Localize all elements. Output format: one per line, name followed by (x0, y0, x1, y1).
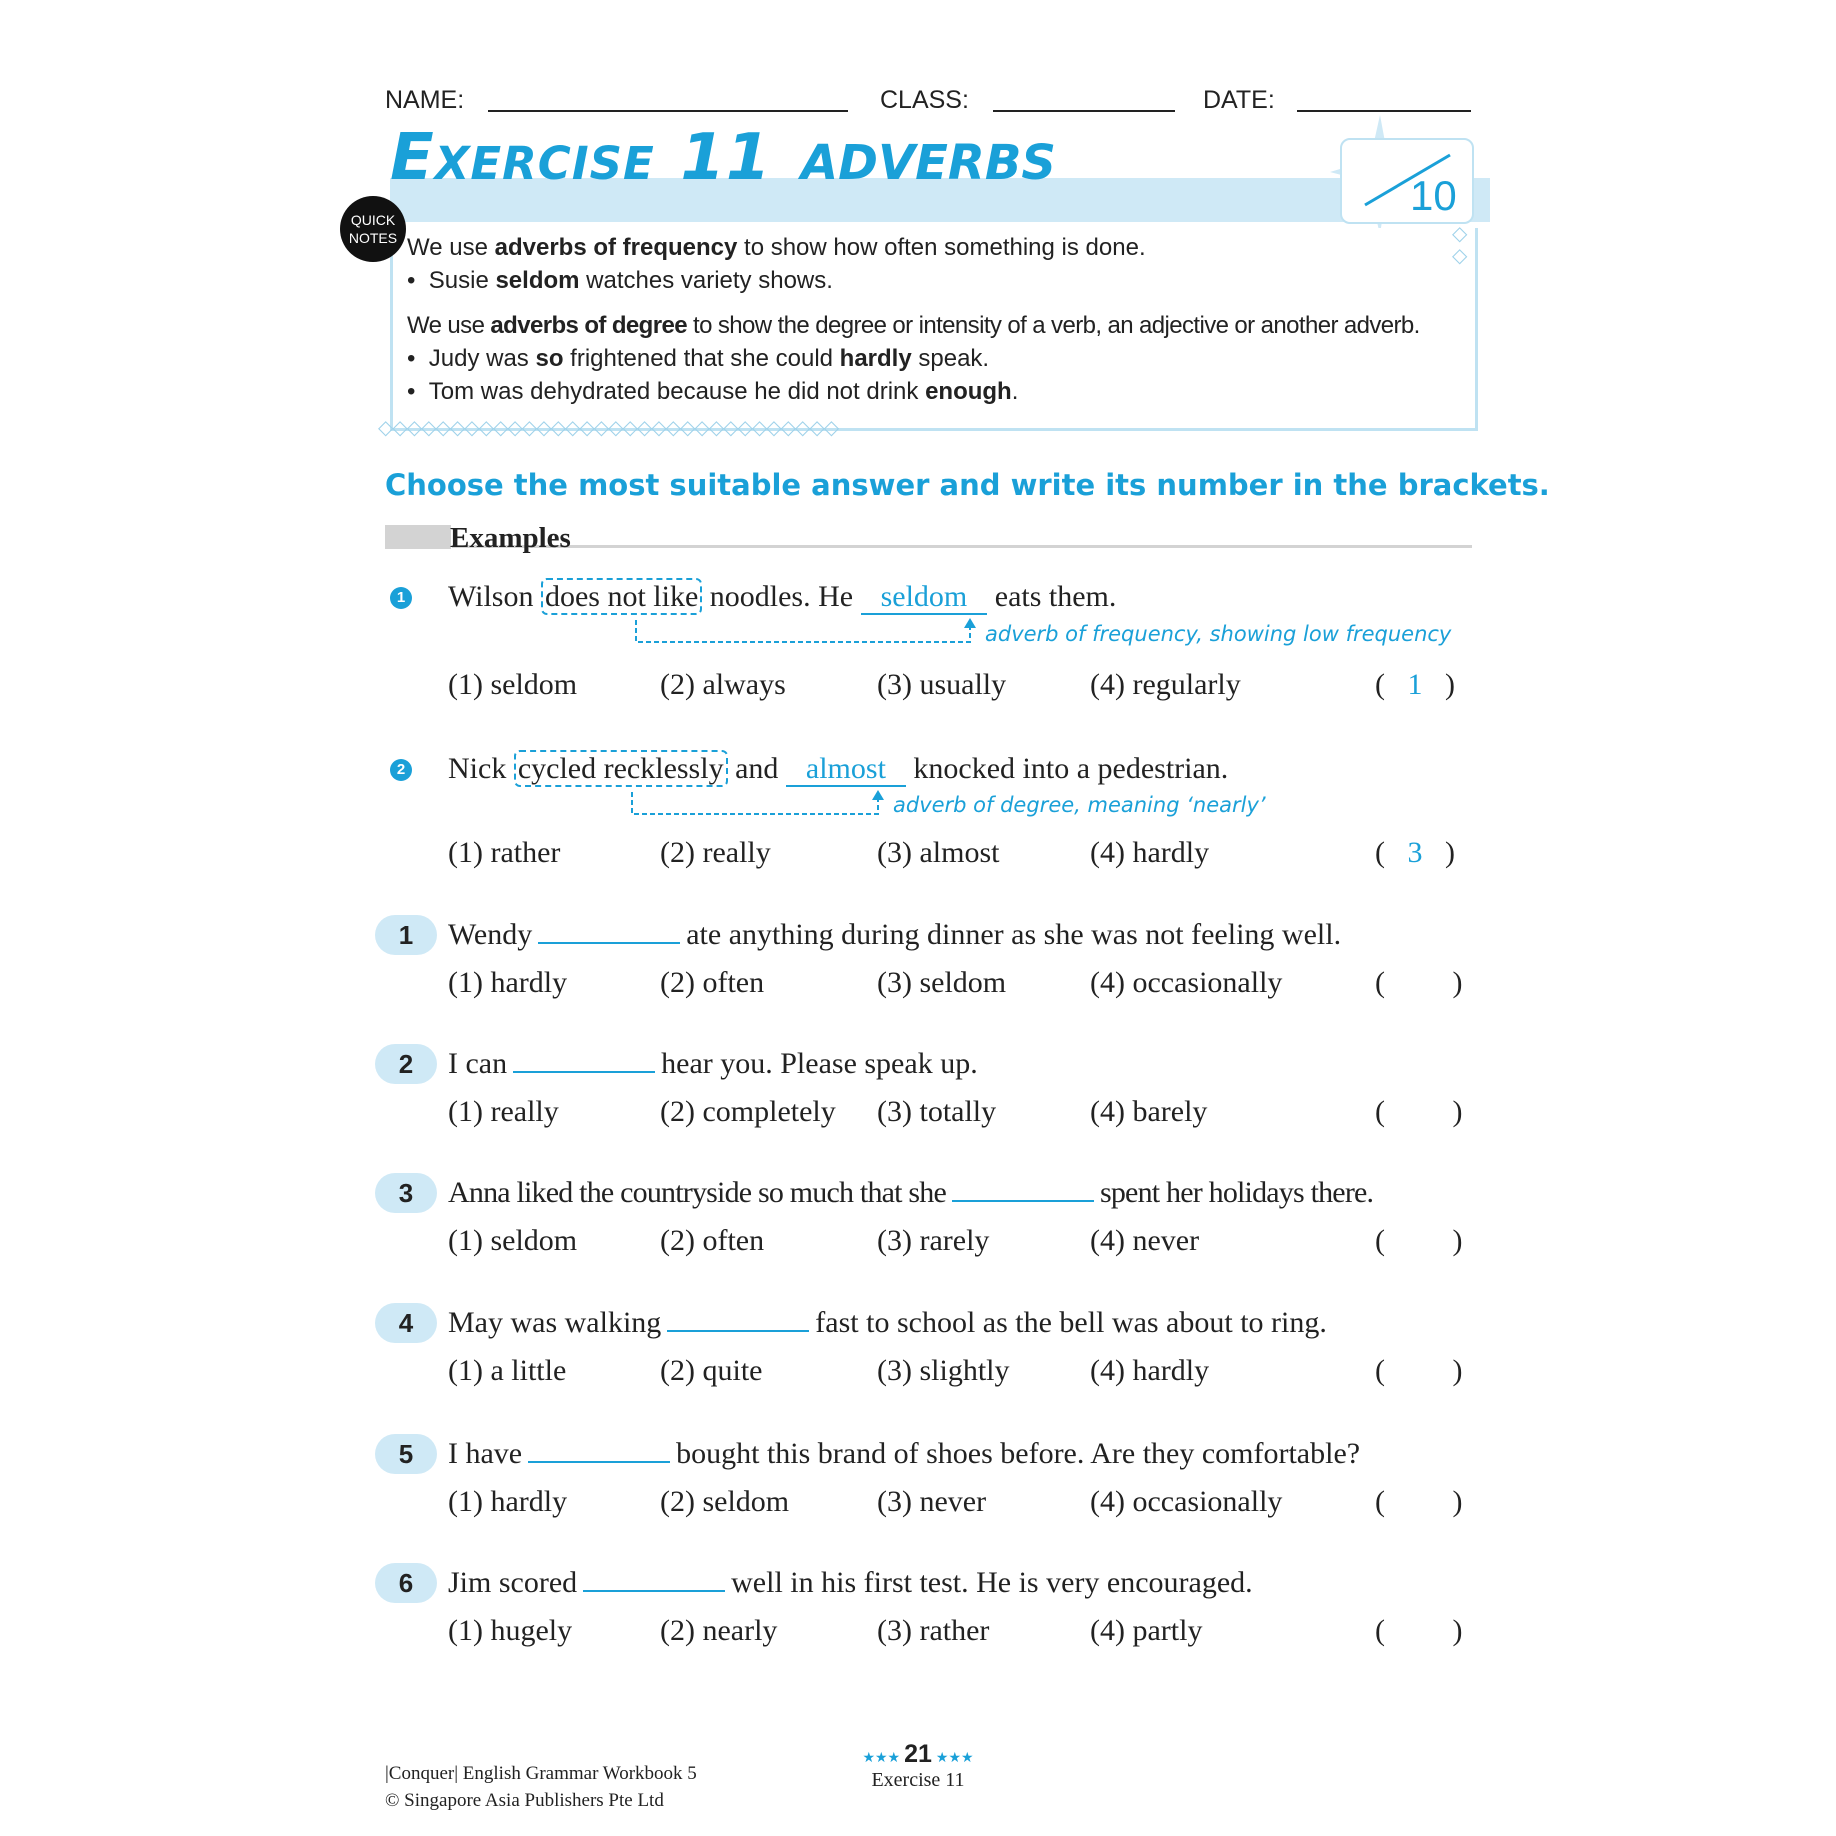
option: (3) slightly (877, 1354, 1010, 1387)
option: (1) rather (448, 836, 561, 869)
book-title: |Conquer| English Grammar Workbook 5 (385, 1763, 697, 1784)
title-topic: ADVERBS (800, 135, 1056, 191)
question-sentence: Jim scored well in his first test. He is very encouraged. (448, 1566, 1253, 1599)
answer-bracket[interactable]: ( ) (1375, 1095, 1463, 1128)
answer-blank[interactable] (952, 1176, 1094, 1202)
answer-bracket[interactable]: ( ) (1375, 966, 1463, 999)
clue-note: adverb of frequency, showing low frequency (985, 622, 1452, 646)
page-number: 21 (904, 1740, 932, 1768)
example-sentence: Nick cycled recklessly and almost knocked into a pedestrian. (448, 752, 1229, 785)
star-icon: ★★★ (935, 1751, 974, 1766)
clue-note: adverb of degree, meaning ‘nearly’ (893, 793, 1266, 817)
option: (1) seldom (448, 668, 578, 701)
note-frequency-example: • Susie seldom watches variety shows. (407, 267, 833, 294)
option: (1) really (448, 1095, 559, 1128)
option: (1) a little (448, 1354, 567, 1387)
example-sentence: Wilson does not like noodles. He seldom eats them. (448, 580, 1117, 613)
copyright: © Singapore Asia Publishers Pte Ltd (385, 1790, 664, 1811)
option: (1) hugely (448, 1614, 573, 1647)
badge-line: QUICK (350, 212, 396, 228)
score-total: 10 (1410, 172, 1457, 219)
examples-bar (385, 525, 451, 549)
footer-exercise: Exercise 11 (871, 1769, 965, 1791)
question-number: 4 (375, 1303, 437, 1343)
footer-page (0, 1740, 1836, 1792)
examples-label: Examples (450, 522, 571, 554)
filled-answer: almost (786, 752, 906, 787)
answer-bracket[interactable]: ( ) (1375, 1614, 1463, 1647)
option: (4) regularly (1090, 668, 1241, 701)
option: (4) hardly (1090, 1354, 1210, 1387)
example-number: 1 (390, 587, 412, 609)
filled-answer: seldom (861, 580, 988, 615)
option: (4) partly (1090, 1614, 1203, 1647)
answer-bracket[interactable]: ( ) (1375, 1485, 1463, 1518)
note-frequency: We use adverbs of frequency to show how often something is done. (407, 234, 1146, 261)
class-label: CLASS: (880, 86, 969, 114)
answer-blank[interactable] (583, 1566, 725, 1592)
answer-bracket[interactable]: ( ) (1375, 1354, 1463, 1387)
question-sentence: Wendy ate anything during dinner as she was not feeling well. (448, 918, 1342, 951)
option: (2) often (660, 966, 765, 999)
option: (2) really (660, 836, 771, 869)
option: (2) seldom (660, 1485, 790, 1518)
name-field[interactable] (488, 110, 848, 112)
page-title (390, 121, 1056, 195)
option: (2) completely (660, 1095, 836, 1128)
option: (1) hardly (448, 966, 568, 999)
date-label: DATE: (1203, 86, 1275, 114)
option: (2) nearly (660, 1614, 778, 1647)
examples-rule (452, 545, 1472, 548)
option: (2) quite (660, 1354, 763, 1387)
answer-blank[interactable] (538, 918, 680, 944)
clue-box: cycled recklessly (514, 750, 728, 787)
option: (2) often (660, 1224, 765, 1257)
question-number: 1 (375, 915, 437, 955)
question-number: 5 (375, 1434, 437, 1474)
option: (4) barely (1090, 1095, 1208, 1128)
note-degree: We use adverbs of degree to show the degree or intensity of a verb, an adjective or another adverb. (407, 312, 1420, 339)
option: (4) occasionally (1090, 966, 1283, 999)
option: (2) always (660, 668, 786, 701)
badge-line: NOTES (348, 230, 398, 246)
option: (3) usually (877, 668, 1007, 701)
example-number: 2 (390, 759, 412, 781)
option: (3) never (877, 1485, 987, 1518)
question-number: 6 (375, 1563, 437, 1603)
instruction: Choose the most suitable answer and write its number in the brackets. (385, 468, 1550, 502)
answer-bracket[interactable]: ( ) (1375, 1224, 1463, 1257)
option: (4) hardly (1090, 836, 1210, 869)
option: (3) totally (877, 1095, 997, 1128)
diamond-border: ◇◇◇◇◇◇◇◇◇◇◇◇◇◇◇◇◇◇◇◇◇◇◇◇◇◇◇◇◇◇◇◇ (378, 415, 839, 439)
question-sentence: I can hear you. Please speak up. (448, 1047, 978, 1080)
quick-notes-badge (340, 196, 406, 262)
option: (3) almost (877, 836, 1000, 869)
name-label: NAME: (385, 86, 465, 114)
clue-connector (630, 618, 980, 648)
title-word: Exercise (390, 121, 655, 195)
option: (4) occasionally (1090, 1485, 1283, 1518)
example-answer: 3 (1407, 836, 1423, 869)
question-sentence: May was walking fast to school as the bell was about to ring. (448, 1306, 1327, 1339)
clue-connector (628, 790, 888, 820)
diamond-decoration: ◇ ◇ (1452, 221, 1468, 267)
note-degree-example: • Judy was so frightened that she could hardly speak. (407, 345, 990, 372)
question-sentence: Anna liked the countryside so much that she spent her holidays there. (448, 1176, 1374, 1209)
answer-blank[interactable] (528, 1437, 670, 1463)
option: (1) seldom (448, 1224, 578, 1257)
question-number: 2 (375, 1044, 437, 1084)
class-field[interactable] (993, 110, 1175, 112)
answer-bracket: ( 3 ) (1375, 836, 1455, 869)
question-sentence: I have bought this brand of shoes before. Are they comfortable? (448, 1437, 1361, 1470)
clue-box: does not like (541, 578, 702, 615)
answer-bracket: ( 1 ) (1375, 668, 1455, 701)
example-answer: 1 (1407, 668, 1423, 701)
title-number: 11 (680, 121, 772, 195)
option: (3) seldom (877, 966, 1007, 999)
option: (1) hardly (448, 1485, 568, 1518)
option: (4) never (1090, 1224, 1200, 1257)
answer-blank[interactable] (513, 1047, 655, 1073)
option: (3) rarely (877, 1224, 990, 1257)
option: (3) rather (877, 1614, 990, 1647)
question-number: 3 (375, 1173, 437, 1213)
star-icon: ★★★ (862, 1751, 901, 1766)
answer-blank[interactable] (667, 1306, 809, 1332)
note-degree-example: • Tom was dehydrated because he did not drink enough. (407, 378, 1019, 405)
